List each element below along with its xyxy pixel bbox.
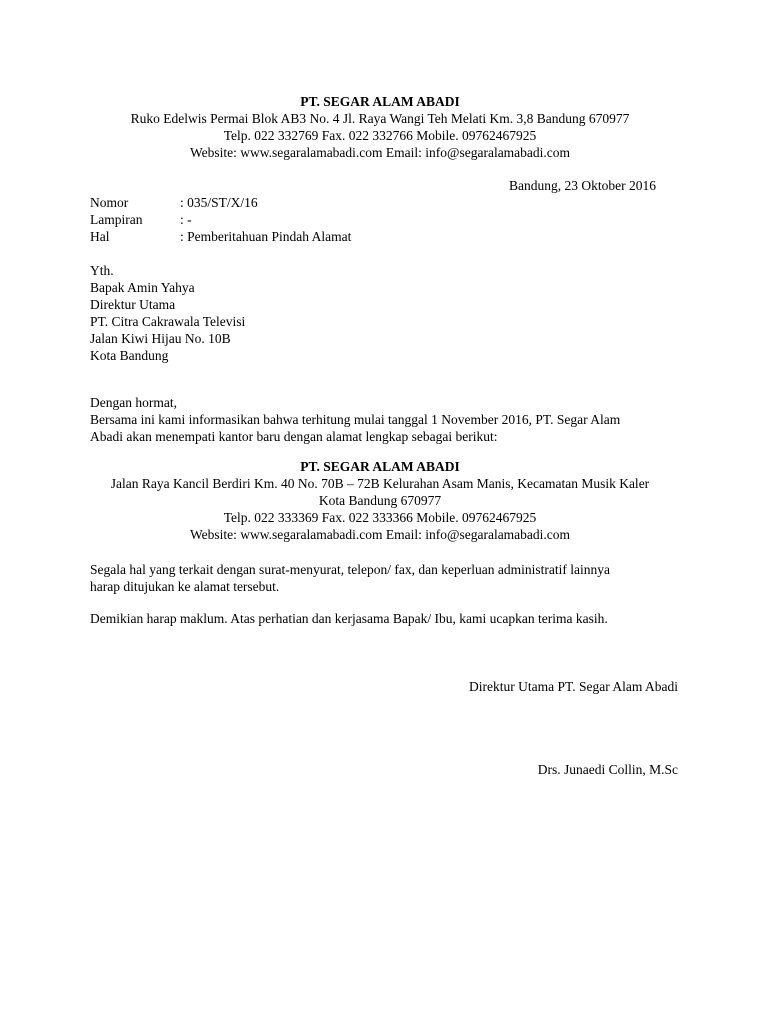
new-address-website: Website: www.segaralamabadi.com Email: info@segaralamabadi.com bbox=[189, 527, 571, 542]
meta-nomor-label: Nomor bbox=[90, 195, 129, 210]
recipient-name: Bapak Amin Yahya bbox=[90, 280, 195, 295]
closing-para1-line1: Segala hal yang terkait dengan surat-menyurat, telepon/ fax, dan keperluan administratif lainnya bbox=[90, 562, 610, 577]
closing-paragraph-2: Demikian harap maklum. Atas perhatian dan kerjasama Bapak/ Ibu, kami ucapkan terima kasih. bbox=[90, 611, 608, 626]
letter-body bbox=[90, 394, 670, 543]
meta-lampiran-value: : - bbox=[180, 212, 192, 227]
letter-date: Bandung, 23 Oktober 2016 bbox=[509, 178, 656, 193]
letter-meta bbox=[90, 194, 351, 245]
recipient-company: PT. Citra Cakrawala Televisi bbox=[90, 314, 246, 329]
closing-paragraph-1 bbox=[90, 561, 670, 595]
letterhead-address: Ruko Edelwis Permai Blok AB3 No. 4 Jl. Raya Wangi Teh Melati Km. 3,8 Bandung 670977 bbox=[130, 111, 630, 126]
new-address-city: Kota Bandung 670977 bbox=[318, 493, 442, 508]
new-address-company: PT. SEGAR ALAM ABADI bbox=[300, 459, 460, 474]
recipient-city: Kota Bandung bbox=[90, 348, 169, 363]
recipient-position: Direktur Utama bbox=[90, 297, 176, 312]
new-address-street: Jalan Raya Kancil Berdiri Km. 40 No. 70B – 72B Kelurahan Asam Manis, Kecamatan Musik Kaler bbox=[110, 476, 650, 491]
new-address-phone: Telp. 022 333369 Fax. 022 333366 Mobile. 09762467925 bbox=[223, 510, 537, 525]
closing-para1-line2: harap ditujukan ke alamat tersebut. bbox=[90, 579, 280, 594]
meta-nomor bbox=[90, 194, 351, 211]
letterhead-website: Website: www.segaralamabadi.com Email: info@segaralamabadi.com bbox=[189, 145, 571, 160]
meta-nomor-value: : 035/ST/X/16 bbox=[180, 195, 258, 210]
recipient-salutation: Yth. bbox=[90, 263, 114, 278]
signature-title: Direktur Utama PT. Segar Alam Abadi bbox=[469, 679, 678, 694]
meta-lampiran-label: Lampiran bbox=[90, 212, 143, 227]
meta-hal-label: Hal bbox=[90, 229, 110, 244]
new-address-block bbox=[90, 458, 670, 543]
letterhead-phone: Telp. 022 332769 Fax. 022 332766 Mobile. 09762467925 bbox=[223, 128, 537, 143]
letterhead-company: PT. SEGAR ALAM ABADI bbox=[300, 94, 460, 109]
recipient-street: Jalan Kiwi Hijau No. 10B bbox=[90, 331, 231, 346]
meta-hal bbox=[90, 228, 351, 245]
letterhead bbox=[90, 93, 670, 161]
recipient-block bbox=[90, 262, 245, 364]
body-intro-line2: Abadi akan menempati kantor baru dengan alamat lengkap sebagai berikut: bbox=[90, 429, 498, 444]
body-greeting: Dengan hormat, bbox=[90, 395, 177, 410]
signature-name: Drs. Junaedi Collin, M.Sc bbox=[537, 762, 678, 777]
meta-hal-value: : Pemberitahuan Pindah Alamat bbox=[180, 229, 352, 244]
meta-lampiran bbox=[90, 211, 351, 228]
body-intro-line1: Bersama ini kami informasikan bahwa terhitung mulai tanggal 1 November 2016, PT. Segar Alam bbox=[90, 412, 621, 427]
